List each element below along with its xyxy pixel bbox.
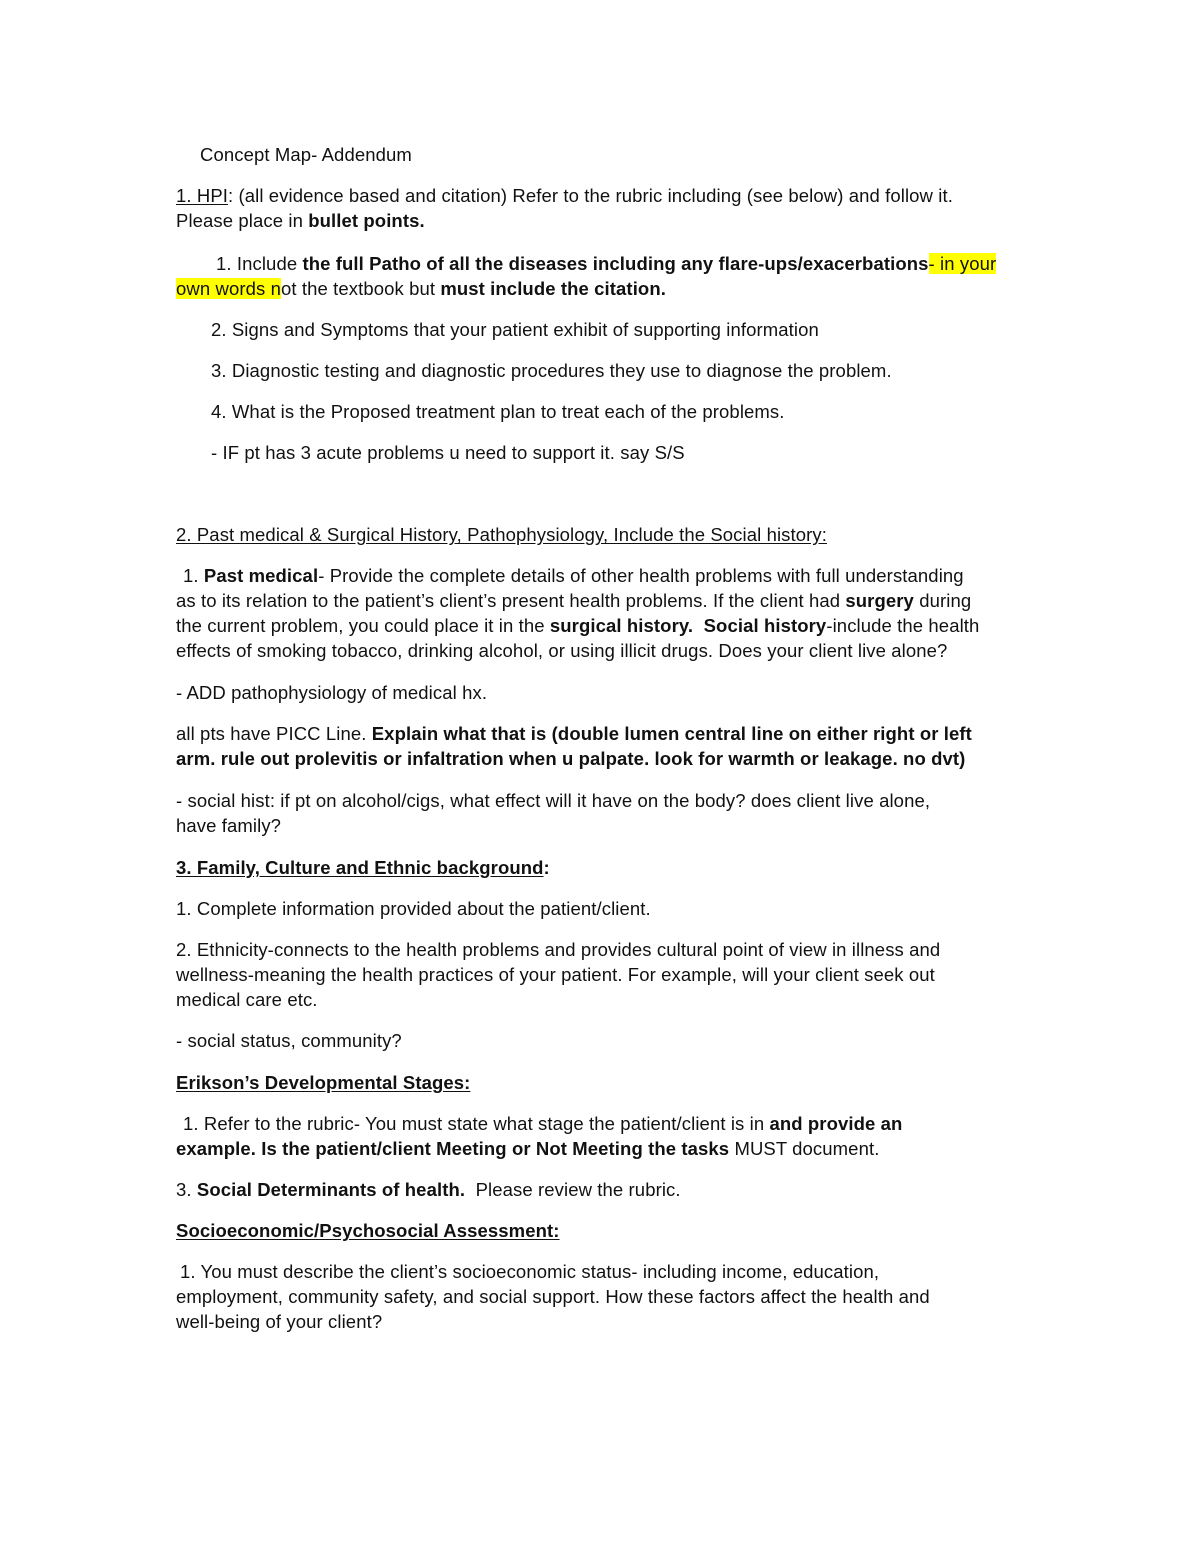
hpi-heading-label: 1. HPI: [176, 185, 229, 206]
socioeconomic-heading: Socioeconomic/Psychosocial Assessment:: [176, 1220, 560, 1241]
hpi-bullet-instruction: [176, 209, 425, 233]
erikson-line-1: [183, 1112, 902, 1136]
erikson-line-1-text: 1. Refer to the rubric- You must state what stage the patient/client is in: [183, 1113, 770, 1134]
social-determinants-line: [176, 1178, 681, 1202]
hpi-item-1-bold: the full Patho of all the diseases including any flare-ups/exacerbations: [302, 253, 929, 274]
hpi-bullet-pre: Please place in: [176, 210, 309, 231]
socioeconomic-line-1: 1. You must describe the client’s socioeconomic status- including income, education,: [180, 1261, 880, 1282]
socioeconomic-line-2: employment, community safety, and social support. How these factors affect the health and: [176, 1286, 930, 1307]
social-determinants-bold: Social Determinants of health.: [196, 1179, 466, 1200]
history-p1-bold-surgery: surgery: [845, 590, 914, 611]
erikson-line-1-bold: and provide an: [769, 1113, 903, 1134]
hpi-item-1-line-2: [176, 277, 666, 301]
hpi-heading-line: [176, 184, 953, 208]
history-p1-line-3-end: -include the health: [826, 615, 980, 636]
family-heading-label: 3. Family, Culture and Ethnic background: [176, 857, 544, 878]
history-p1-line-3: [176, 614, 979, 638]
hpi-item-1-highlight-a: - in your: [928, 253, 997, 274]
history-p1-line-3-text: the current problem, you could place it in the: [176, 615, 550, 636]
social-hist-line-1: - social hist: if pt on alcohol/cigs, what effect will it have on the body? does client live alone,: [176, 790, 931, 811]
erikson-line-2-text: MUST document.: [729, 1138, 880, 1159]
history-p1-line-1: [183, 564, 964, 588]
erikson-line-2-bold: example. Is the patient/client Meeting or Not Meeting the tasks: [176, 1138, 730, 1159]
hpi-item-1-bold-citation: must include the citation.: [440, 278, 666, 299]
family-item-2-line-2: wellness-meaning the health practices of your patient. For example, will your client seek out: [176, 964, 935, 985]
hpi-item-1-number: 1. Include: [216, 253, 303, 274]
hpi-heading-text: : (all evidence based and citation) Refer to the rubric including (see below) and follow it.: [228, 185, 953, 206]
erikson-heading: Erikson’s Developmental Stages:: [176, 1072, 471, 1093]
hpi-item-1-highlight-b: own words n: [176, 278, 281, 299]
picc-line-1: [176, 722, 972, 746]
history-heading: 2. Past medical & Surgical History, Pathophysiology, Include the Social history:: [176, 524, 828, 545]
picc-line-2: arm. rule out prolevitis or infaltration when u palpate. look for warmth or leakage. no dvt): [176, 748, 966, 769]
family-heading-colon: :: [543, 857, 550, 878]
history-p1-spacer: [693, 615, 703, 636]
socioeconomic-line-3: well-being of your client?: [176, 1311, 383, 1332]
family-note: - social status, community?: [176, 1030, 402, 1051]
history-p1-bold-past-medical: Past medical: [203, 565, 319, 586]
history-p1-line-2: [176, 589, 971, 613]
hpi-bullet-bold: bullet points.: [308, 210, 425, 231]
history-p1-line-4: effects of smoking tobacco, drinking alcohol, or using illicit drugs. Does your client live alone?: [176, 640, 948, 661]
family-heading: [176, 856, 550, 880]
social-determinants-text: Please review the rubric.: [465, 1179, 681, 1200]
social-determinants-number: 3.: [176, 1179, 197, 1200]
family-item-2-line-1: 2. Ethnicity-connects to the health problems and provides cultural point of view in illness and: [176, 939, 941, 960]
hpi-note: - IF pt has 3 acute problems u need to support it. say S/S: [211, 442, 685, 463]
family-item-2-line-3: medical care etc.: [176, 989, 318, 1010]
history-p1-bold-social-history: Social history: [703, 615, 827, 636]
hpi-item-2: 2. Signs and Symptoms that your patient exhibit of supporting information: [211, 319, 819, 340]
history-add-patho: - ADD pathophysiology of medical hx.: [176, 682, 488, 703]
history-p1-line-2-text: as to its relation to the patient’s client’s present health problems. If the client had: [176, 590, 846, 611]
history-p1-text: - Provide the complete details of other health problems with full understanding: [318, 565, 964, 586]
document-title: Concept Map- Addendum: [200, 144, 412, 165]
picc-bold-1: Explain what that is (double lumen central line on either right or left: [371, 723, 972, 744]
social-hist-line-2: have family?: [176, 815, 282, 836]
family-item-1: 1. Complete information provided about the patient/client.: [176, 898, 651, 919]
history-p1-bold-surgical-history: surgical history.: [549, 615, 694, 636]
hpi-item-1-text: ot the textbook but: [280, 278, 441, 299]
hpi-item-4: 4. What is the Proposed treatment plan to treat each of the problems.: [211, 401, 785, 422]
history-p1-number: 1.: [183, 565, 204, 586]
history-p1-line-2-end: during: [913, 590, 972, 611]
picc-pre: all pts have PICC Line.: [176, 723, 372, 744]
hpi-item-1-line-1: [216, 252, 996, 276]
hpi-item-3: 3. Diagnostic testing and diagnostic procedures they use to diagnose the problem.: [211, 360, 892, 381]
erikson-line-2: [176, 1137, 879, 1161]
